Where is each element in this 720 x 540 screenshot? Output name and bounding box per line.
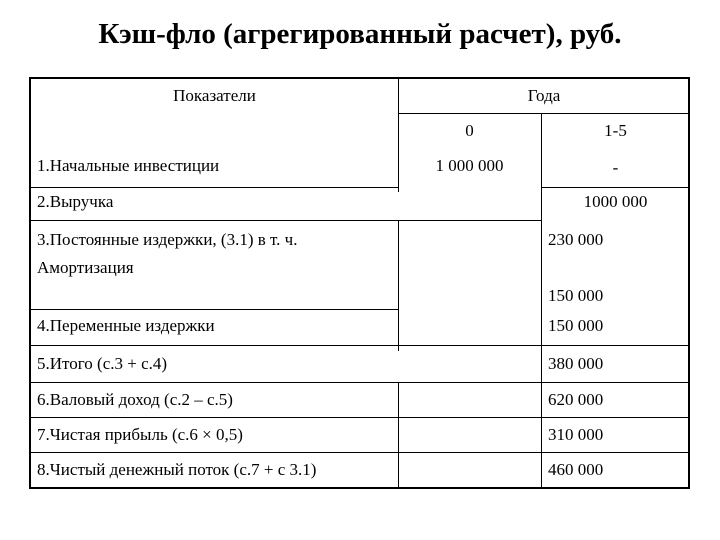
row-value-y15-extra: 150 000 [548, 286, 604, 305]
header-year-0: 0 [465, 121, 474, 140]
grid-line [31, 417, 690, 418]
grid-line [398, 220, 399, 351]
grid-line [31, 220, 398, 221]
row-value-y15: 150 000 [548, 316, 604, 335]
row-label: 8.Чистый денежный поток (с.7 + с 3.1) [37, 460, 317, 479]
row-value-y15: - [612, 158, 619, 177]
row-value-y15: 380 000 [548, 354, 604, 373]
grid-line [31, 382, 690, 383]
grid-line [31, 309, 398, 310]
header-years: Года [527, 86, 561, 105]
row-label: 3.Постоянные издержки, (3.1) в т. ч. [37, 230, 298, 249]
header-year-1-5: 1-5 [604, 121, 627, 140]
row-label: 5.Итого (с.3 + с.4) [37, 354, 168, 373]
row-value-y15: 1000 000 [583, 192, 648, 211]
grid-line [398, 113, 690, 114]
row-label-sub: Амортизация [37, 258, 134, 277]
row-label: 1.Начальные инвестиции [37, 156, 220, 175]
row-label: 7.Чистая прибыль (с.6 × 0,5) [37, 425, 243, 444]
row-value-y15: 620 000 [548, 390, 604, 409]
grid-line [541, 187, 542, 487]
cash-flow-table [29, 77, 690, 489]
grid-line [31, 345, 690, 346]
page-title: Кэш-фло (агрегированный расчет), руб. [98, 18, 622, 50]
row-value-y15: 230 000 [548, 230, 604, 249]
grid-line [31, 452, 690, 453]
row-value-y0: 1 000 000 [435, 156, 504, 175]
header-indicators: Показатели [173, 86, 256, 105]
grid-line [541, 187, 690, 188]
row-label: 6.Валовый доход (с.2 – с.5) [37, 390, 233, 409]
grid-line [398, 382, 399, 487]
row-value-y15: 460 000 [548, 460, 604, 479]
grid-line [398, 220, 541, 221]
row-label: 2.Выручка [37, 192, 114, 211]
row-value-y15: 310 000 [548, 425, 604, 444]
row-label: 4.Переменные издержки [37, 316, 215, 335]
grid-line [31, 187, 398, 188]
